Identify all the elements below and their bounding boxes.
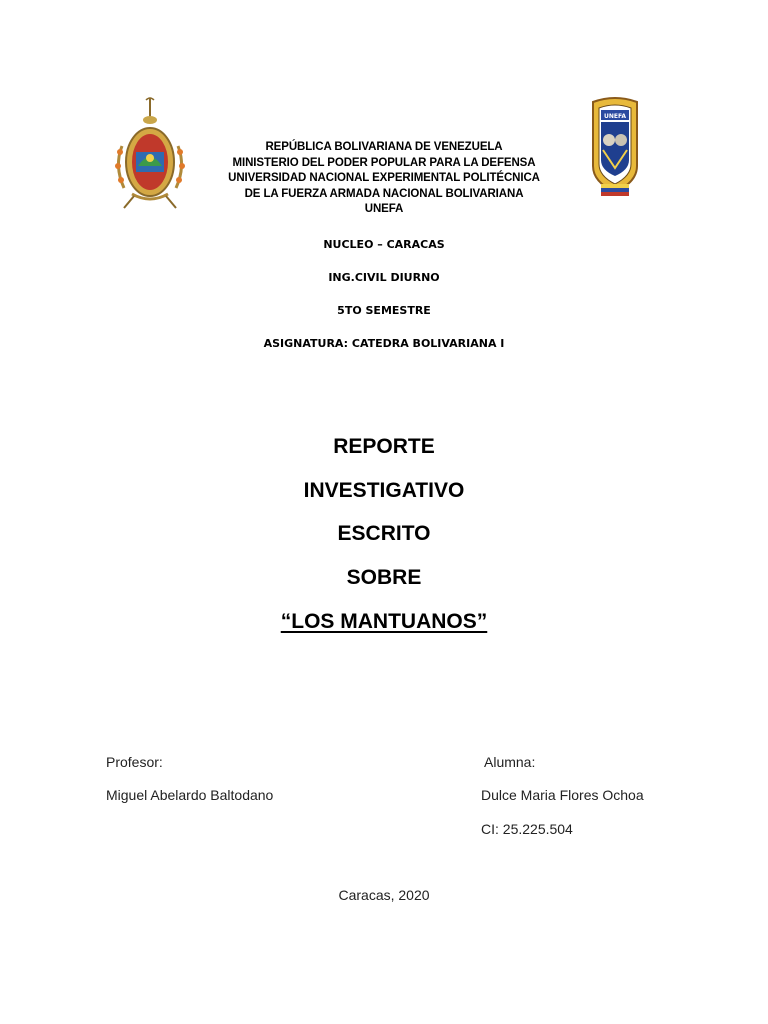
asignatura-line: ASIGNATURA: CATEDRA BOLIVARIANA I xyxy=(263,337,505,350)
unefa-shield-emblem xyxy=(585,96,645,202)
title-line-1: REPORTE xyxy=(333,435,435,458)
title-topic: “LOS MANTUANOS” xyxy=(280,610,488,633)
title-line-2: INVESTIGATIVO xyxy=(303,479,465,502)
title-line-3: ESCRITO xyxy=(337,522,431,545)
alumna-ci: CI: 25.225.504 xyxy=(481,821,573,837)
profesor-label: Profesor: xyxy=(106,754,163,770)
header-line-armed-force: DE LA FUERZA ARMADA NACIONAL BOLIVARIANA xyxy=(244,187,524,200)
unefa-shield-label: UNEFA xyxy=(603,113,627,120)
coat-of-arms-left-emblem xyxy=(112,96,188,212)
header-line-ministry: MINISTERIO DEL PODER POPULAR PARA LA DEFENSA xyxy=(232,156,536,169)
carrera-line: ING.CIVIL DIURNO xyxy=(328,271,440,284)
title-line-4: SOBRE xyxy=(346,566,422,589)
header-line-university: UNIVERSIDAD NACIONAL EXPERIMENTAL POLITÉCNICA xyxy=(228,172,540,184)
header-line-unefa: UNEFA xyxy=(364,203,404,215)
nucleo-line: NUCLEO – CARACAS xyxy=(323,238,445,251)
profesor-name: Miguel Abelardo Baltodano xyxy=(106,787,274,803)
place-date: Caracas, 2020 xyxy=(338,887,430,903)
header-line-republic: REPÚBLICA BOLIVARIANA DE VENEZUELA xyxy=(265,141,503,153)
semestre-line: 5TO SEMESTRE xyxy=(337,304,431,317)
alumna-name: Dulce Maria Flores Ochoa xyxy=(481,787,644,803)
institution-header xyxy=(200,140,568,218)
alumna-label: Alumna: xyxy=(484,754,536,770)
